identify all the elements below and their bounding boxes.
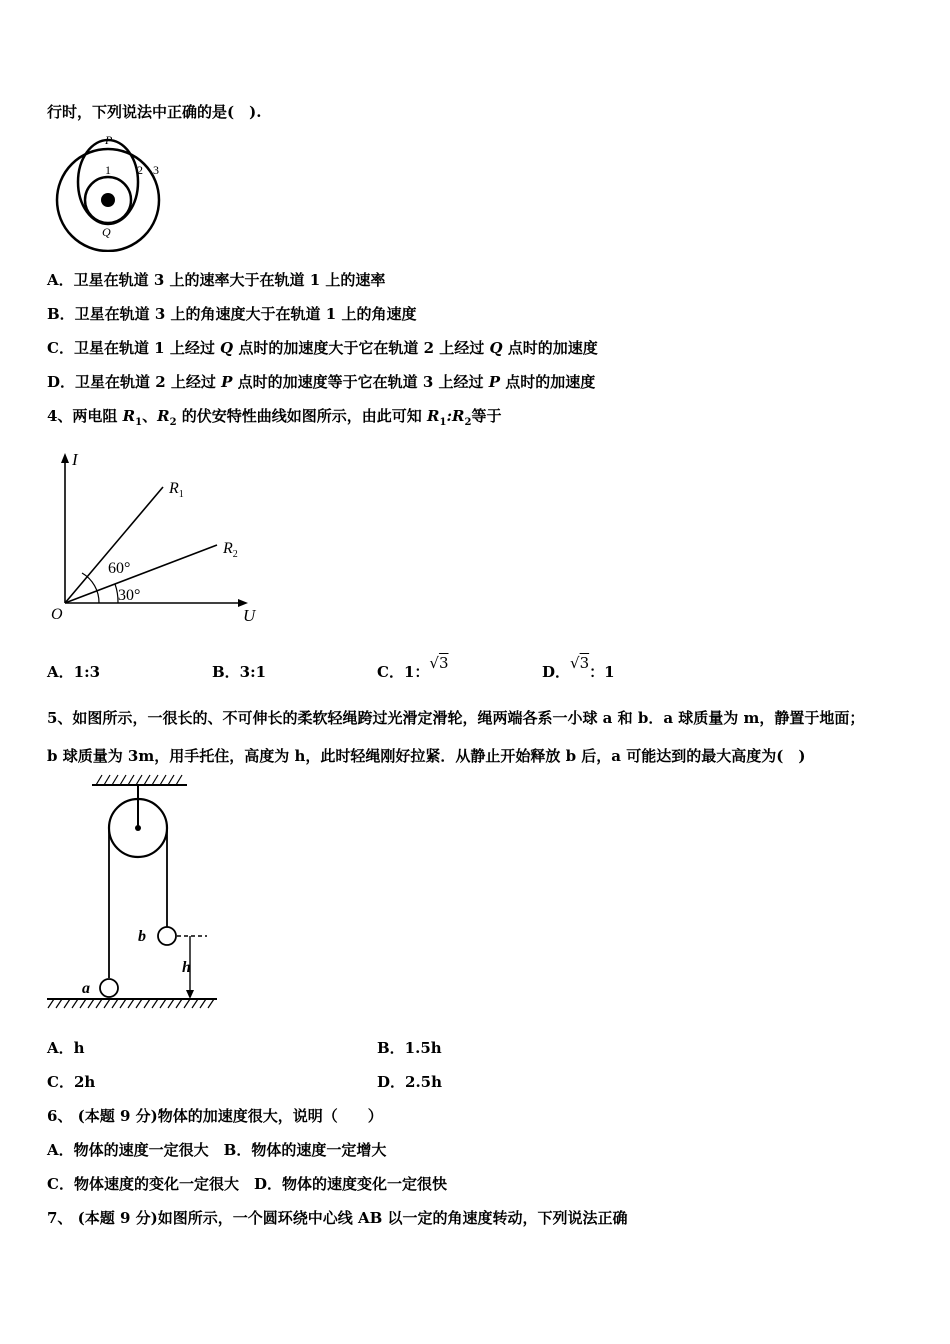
label-p: P <box>105 133 113 147</box>
iu-graph <box>45 445 275 630</box>
q5-option-b[interactable]: B．1.5h <box>377 1039 442 1057</box>
ball-a <box>100 979 118 997</box>
q6-stem: 6、 (本题 9 分)物体的加速度很大，说明（ ） <box>47 1107 383 1125</box>
q6-options-row2[interactable]: C．物体速度的变化一定很大 D．物体的速度变化一定很快 <box>47 1175 447 1193</box>
label-r2: $R_2$ <box>223 540 238 560</box>
pulley-axle <box>135 825 141 831</box>
q3-option-b[interactable]: B．卫星在轨道 3 上的角速度大于在轨道 1 上的角速度 <box>47 305 417 323</box>
line-r2 <box>65 545 217 603</box>
label-o: O <box>51 606 63 623</box>
pulley-figure <box>42 770 232 1015</box>
earth <box>101 193 115 207</box>
q4-option-b[interactable]: B．3:1 <box>212 663 267 681</box>
q4-option-c[interactable]: C．1：√3 <box>377 654 449 681</box>
q3-option-d[interactable]: D．卫星在轨道 2 上经过 P 点时的加速度等于它在轨道 3 上经过 P 点时的加速度 <box>47 373 596 391</box>
label-30: 30° <box>118 587 141 604</box>
label-q: Q <box>102 225 111 239</box>
q7-stem: 7、 (本题 9 分)如图所示，一个圆环绕中心线 AB 以一定的角速度转动，下列说法正确 <box>47 1209 628 1227</box>
q3-option-c[interactable]: C．卫星在轨道 1 上经过 Q 点时的加速度大于它在轨道 2 上经过 Q 点时的加速度 <box>47 339 598 357</box>
label-b: b <box>138 928 146 945</box>
arrow-i <box>61 453 69 463</box>
arc-60 <box>82 573 99 603</box>
q4-option-a[interactable]: A．1:3 <box>47 663 101 681</box>
sqrt-sign: √ <box>570 654 580 672</box>
q3-option-a[interactable]: A．卫星在轨道 3 上的速率大于在轨道 1 上的速率 <box>47 271 386 289</box>
q6-options-row1[interactable]: A．物体的速度一定很大 B．物体的速度一定增大 <box>47 1141 387 1159</box>
ball-b <box>158 927 176 945</box>
label-60: 60° <box>108 560 131 577</box>
line-r1 <box>65 487 163 603</box>
height-arrow <box>186 990 194 999</box>
ceiling-hatch <box>96 775 182 785</box>
label-a: a <box>82 980 90 997</box>
label-r1: $R_1$ <box>169 480 184 500</box>
q5-stem-line1: 5、如图所示，一很长的、不可伸长的柔软轻绳跨过光滑定滑轮，绳两端各系一小球 a 和 b．a 球质量为 m，静置于地面； <box>47 709 865 727</box>
label-h: h <box>182 959 191 976</box>
ground-hatch <box>48 999 214 1008</box>
label-1: 1 <box>105 163 111 177</box>
q5-stem-line2: b 球质量为 3m，用手托住，高度为 h，此时轻绳刚好拉紧．从静止开始释放 b 后，a 可能达到的最大高度为( ) <box>47 747 806 765</box>
label-2: 2 <box>137 163 143 177</box>
q5-option-d[interactable]: D．2.5h <box>377 1073 443 1091</box>
q5-option-a[interactable]: A．h <box>47 1039 85 1057</box>
label-u: U <box>243 606 256 625</box>
orbit-figure <box>50 132 170 252</box>
q4-option-d[interactable]: D．√3：1 <box>542 654 615 681</box>
q4-stem: 4、两电阻 $R_1$、$R_2$ 的伏安特性曲线如图所示，由此可知 $R_1:R_2$等于 <box>47 407 502 428</box>
label-i: I <box>72 450 78 469</box>
label-3: 3 <box>153 163 159 177</box>
sqrt-sign: √ <box>429 654 439 672</box>
q3-stem-tail: 行时，下列说法中正确的是( ). <box>47 103 262 121</box>
q5-option-c[interactable]: C．2h <box>47 1073 96 1091</box>
